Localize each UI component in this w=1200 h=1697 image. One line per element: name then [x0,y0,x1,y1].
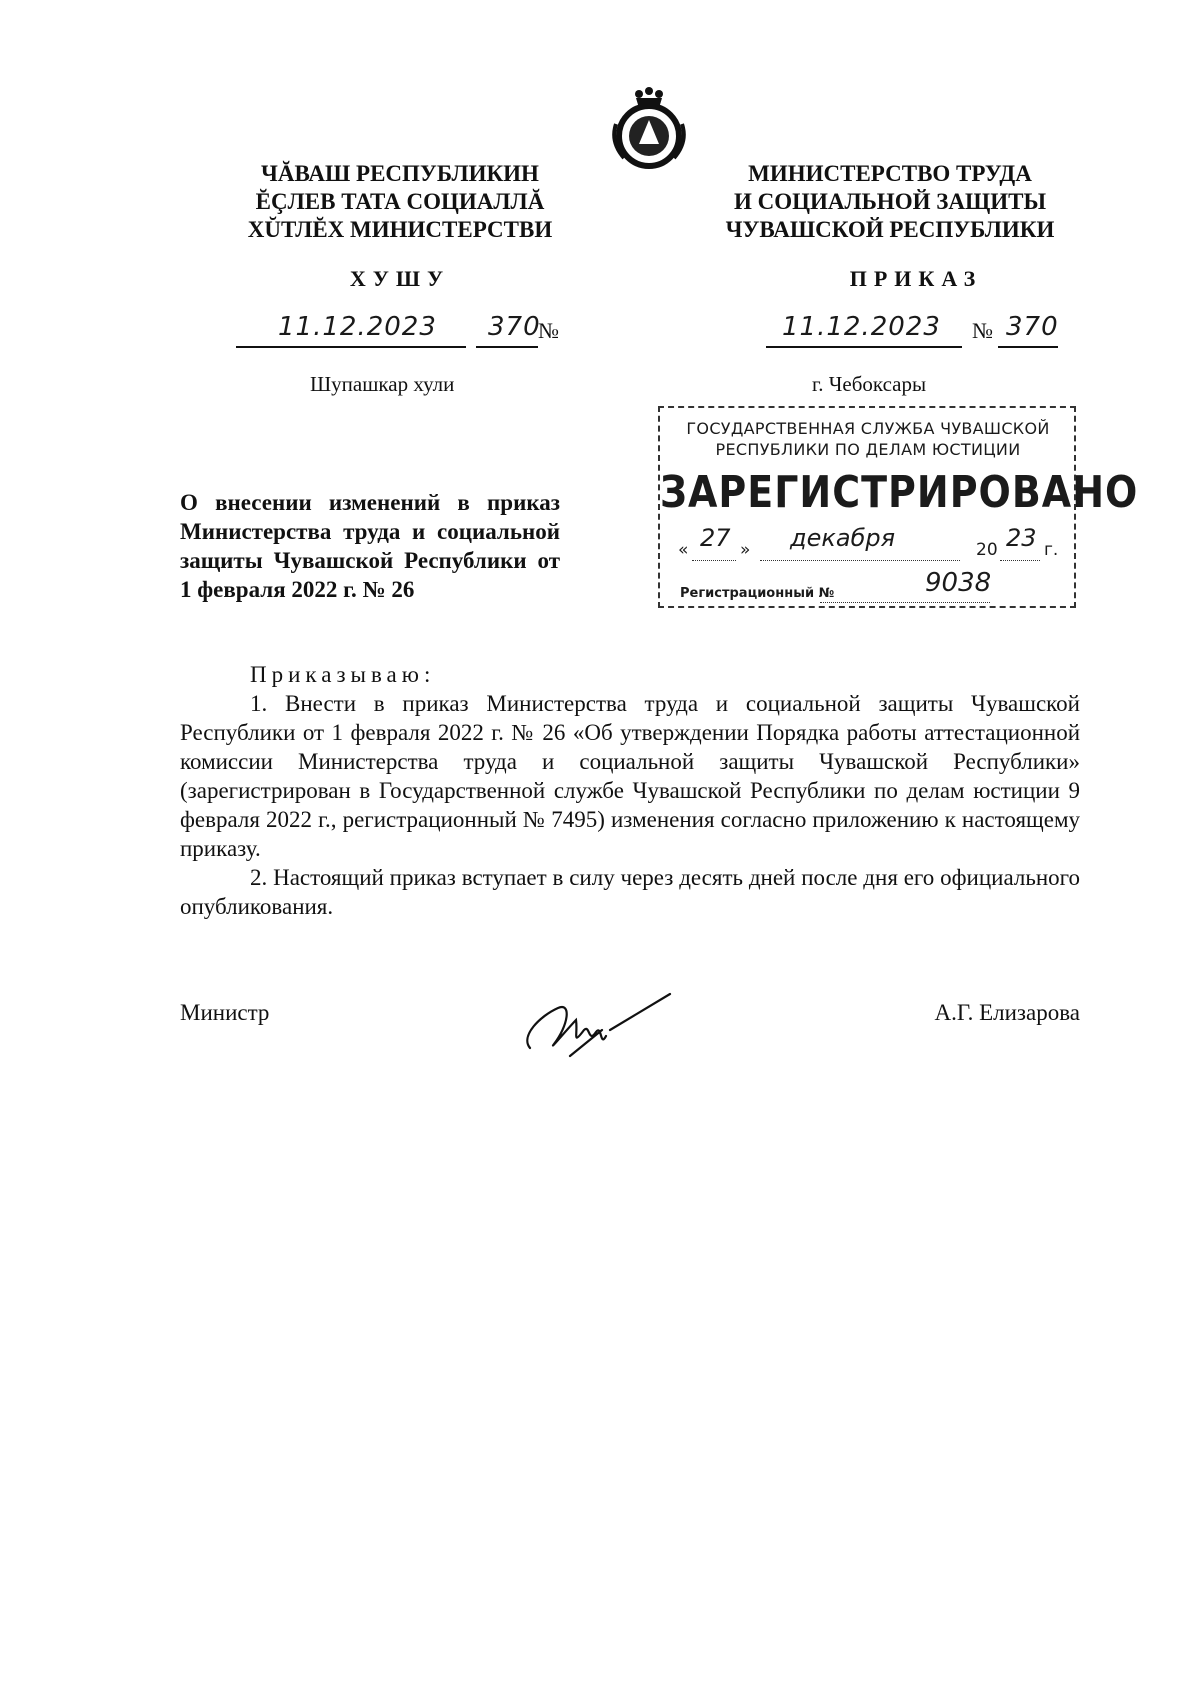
stamp-agency [668,418,1068,460]
number-sign-right: № [972,318,993,343]
stamp-registered-title: ЗАРЕГИСТРИРОВАНО [660,466,1139,518]
stamp-year-prefix: 20 [976,540,998,560]
stamp-year-suffix: 23 [1006,524,1037,552]
coat-of-arms-emblem [606,84,692,170]
stamp-day-underline [692,560,736,561]
header-russian-title [690,160,1090,244]
stamp-quote-open: « [678,540,689,560]
header-right-line-1: МИНИСТЕРСТВО ТРУДА [748,161,1032,186]
stamp-day: 27 [700,524,731,552]
date-line-right [766,312,1096,348]
stamp-reg-number-row [680,568,1062,604]
date-line-left [236,312,566,348]
order-word: Приказываю: [250,662,436,687]
stamp-reg-label: Регистрационный № [680,586,835,601]
stamp-year-underline [1000,560,1040,561]
handwritten-number-right: 370 [1006,312,1059,342]
number-underline-left [476,346,538,348]
header-chuvash-title [210,160,590,244]
stamp-agency-line-1: ГОСУДАРСТВЕННАЯ СЛУЖБА ЧУВАШСКОЙ [686,419,1050,438]
header-left-line-3: ХŬТЛĔХ МИНИСТЕРСТВИ [247,217,553,242]
stamp-quote-close: » [740,540,751,560]
stamp-month-underline [760,560,960,561]
date-underline-left [236,346,466,348]
body-paragraph-1: 1. Внести в приказ Министерства труда и социальной защиты Чувашской Республики от 1 февраля 2022 г. № 26 «Об утверждении Порядка работы аттестационной комиссии Министерства труда и социальной защиты Чувашской Республики» (зарегистрирован в Государственной службе Чувашской Республики по делам юстиции 9 февраля 2022 г., регистрационный № 7495) изменения согласно приложению к настоящему приказу. [180,691,1080,861]
stamp-reg-underline [820,602,990,603]
signature-row [180,1000,1080,1080]
stamp-agency-line-2: РЕСПУБЛИКИ ПО ДЕЛАМ ЮСТИЦИИ [715,440,1021,459]
city-chuvash: Шупашкар хули [310,372,455,396]
header-left-line-1: ЧĂВАШ РЕСПУБЛИКИН [261,161,539,186]
body-paragraph-2: 2. Настоящий приказ вступает в силу через десять дней после дня его официального опубликования. [180,865,1080,919]
date-underline-right [766,346,962,348]
number-sign-left: № [538,318,559,343]
handwritten-number-left: 370 [488,312,541,342]
signatory-title: Министр [180,1000,270,1025]
stamp-date-row [678,524,1062,560]
registration-stamp [658,406,1139,608]
document-subject: О внесении изменений в приказ Министерства труда и социальной защиты Чувашской Республики от 1 февраля 2022 г. № 26 [180,490,560,602]
doc-type-russian: ПРИКАЗ [849,266,983,291]
handwritten-date-left: 11.12.2023 [278,312,437,342]
stamp-month: декабря [790,524,896,552]
signatory-name: А.Г. Елизарова [934,1000,1080,1025]
handwritten-date-right: 11.12.2023 [782,312,941,342]
city-russian: г. Чебоксары [812,372,927,396]
number-underline-right [998,346,1058,348]
stamp-year-abbr: г. [1044,540,1059,560]
header-left-line-2: ĔÇЛЕВ ТАТА СОЦИАЛЛĂ [255,189,545,214]
document-body [180,660,1080,921]
stamp-reg-number: 9038 [925,568,992,598]
doc-type-chuvash: ХУШУ [349,266,451,291]
handwritten-signature [510,986,690,1066]
header-right-line-3: ЧУВАШСКОЙ РЕСПУБЛИКИ [725,217,1055,242]
header-right-line-2: И СОЦИАЛЬНОЙ ЗАЩИТЫ [733,189,1047,214]
